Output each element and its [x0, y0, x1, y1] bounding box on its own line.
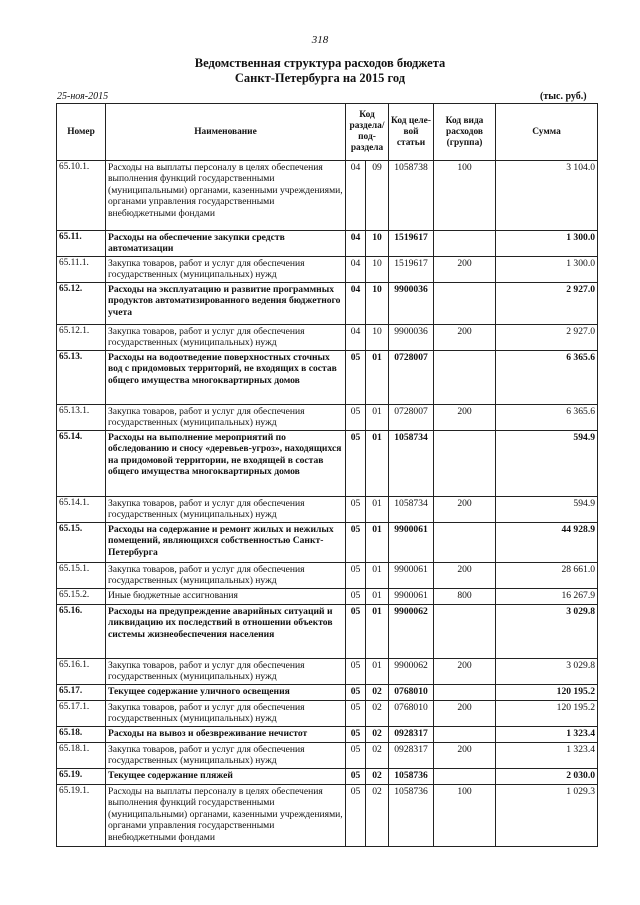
row-kind: 100 — [434, 785, 496, 847]
row-article: 0768010 — [389, 685, 434, 701]
row-article: 9900061 — [389, 589, 434, 605]
table-row — [57, 685, 598, 701]
row-subsection: 02 — [366, 743, 389, 769]
row-number: 65.19. — [57, 769, 106, 785]
row-subsection: 02 — [366, 727, 389, 743]
row-kind — [434, 351, 496, 405]
row-sum: 6 365.6 — [496, 351, 598, 405]
table-row — [57, 283, 598, 325]
row-sum: 1 323.4 — [496, 727, 598, 743]
row-kind: 200 — [434, 405, 496, 431]
row-article: 0728007 — [389, 351, 434, 405]
row-number: 65.13. — [57, 351, 106, 405]
row-number: 65.18.1. — [57, 743, 106, 769]
row-article: 0928317 — [389, 727, 434, 743]
row-section: 05 — [346, 769, 366, 785]
row-subsection: 02 — [366, 769, 389, 785]
row-name: Текущее содержание уличного освещения — [106, 685, 346, 701]
row-section: 05 — [346, 431, 366, 497]
row-number: 65.17.1. — [57, 701, 106, 727]
table-row — [57, 743, 598, 769]
table-row — [57, 785, 598, 847]
row-kind: 200 — [434, 563, 496, 589]
row-number: 65.15. — [57, 523, 106, 563]
row-kind: 200 — [434, 497, 496, 523]
row-name: Закупка товаров, работ и услуг для обеспечения государственных (муниципальных) нужд — [106, 743, 346, 769]
row-subsection: 02 — [366, 685, 389, 701]
row-kind — [434, 283, 496, 325]
table-row — [57, 351, 598, 405]
table-row — [57, 523, 598, 563]
row-number: 65.16. — [57, 605, 106, 659]
row-section: 05 — [346, 405, 366, 431]
row-number: 65.17. — [57, 685, 106, 701]
row-section: 05 — [346, 523, 366, 563]
row-section: 04 — [346, 161, 366, 231]
row-subsection: 01 — [366, 405, 389, 431]
row-name: Закупка товаров, работ и услуг для обеспечения государственных (муниципальных) нужд — [106, 659, 346, 685]
row-section: 05 — [346, 659, 366, 685]
row-number: 65.15.2. — [57, 589, 106, 605]
row-number: 65.13.1. — [57, 405, 106, 431]
budget-table — [56, 103, 598, 847]
row-article: 9900062 — [389, 659, 434, 685]
row-kind: 800 — [434, 589, 496, 605]
header-name: Наименование — [106, 104, 346, 161]
row-section: 04 — [346, 231, 366, 257]
row-article: 9900036 — [389, 325, 434, 351]
row-kind: 200 — [434, 257, 496, 283]
row-article: 1058736 — [389, 769, 434, 785]
row-name: Расходы на обеспечение закупки средств автоматизации — [106, 231, 346, 257]
row-sum: 594.9 — [496, 497, 598, 523]
header-article: Код целе-вой статьи — [389, 104, 434, 161]
header-sum: Сумма — [496, 104, 598, 161]
row-article: 9900036 — [389, 283, 434, 325]
header-number: Номер — [57, 104, 106, 161]
row-subsection: 10 — [366, 283, 389, 325]
row-name: Расходы на выплаты персоналу в целях обеспечения выполнения функций государственными (муниципальными) органами, казенными учреждениями, органами управления государственными внебюджетными фондами — [106, 785, 346, 847]
row-kind — [434, 523, 496, 563]
row-number: 65.10.1. — [57, 161, 106, 231]
table-row — [57, 563, 598, 589]
row-article: 9900061 — [389, 523, 434, 563]
row-number: 65.12.1. — [57, 325, 106, 351]
row-subsection: 10 — [366, 325, 389, 351]
table-row — [57, 701, 598, 727]
row-sum: 120 195.2 — [496, 685, 598, 701]
row-sum: 2 927.0 — [496, 283, 598, 325]
row-subsection: 10 — [366, 231, 389, 257]
row-subsection: 01 — [366, 497, 389, 523]
table-row — [57, 497, 598, 523]
row-kind — [434, 431, 496, 497]
row-sum: 594.9 — [496, 431, 598, 497]
table-row — [57, 769, 598, 785]
row-name: Закупка товаров, работ и услуг для обеспечения государственных (муниципальных) нужд — [106, 701, 346, 727]
table-header-row — [57, 104, 598, 161]
table-row — [57, 605, 598, 659]
units-label: (тыс. руб.) — [540, 91, 587, 102]
row-number: 65.15.1. — [57, 563, 106, 589]
row-number: 65.12. — [57, 283, 106, 325]
row-number: 65.11. — [57, 231, 106, 257]
title-line-1: Ведомственная структура расходов бюджета — [194, 56, 446, 70]
row-name: Расходы на выполнение мероприятий по обследованию и сносу «деревьев-угроз», находящихся на придомовой территории, не входящей в состав общего имущества многоквартирных домов — [106, 431, 346, 497]
header-section: Код раздела/ под-раздела — [346, 104, 389, 161]
document-title — [0, 56, 640, 86]
row-section: 04 — [346, 325, 366, 351]
row-sum: 2 030.0 — [496, 769, 598, 785]
row-subsection: 01 — [366, 431, 389, 497]
row-subsection: 09 — [366, 161, 389, 231]
row-name: Расходы на эксплуатацию и развитие программных продуктов автоматизированного ведения бюджетного учета — [106, 283, 346, 325]
row-kind — [434, 685, 496, 701]
row-subsection: 02 — [366, 785, 389, 847]
row-section: 05 — [346, 605, 366, 659]
row-sum: 1 029.3 — [496, 785, 598, 847]
row-section: 05 — [346, 743, 366, 769]
row-name: Расходы на вывоз и обезвреживание нечистот — [106, 727, 346, 743]
row-number: 65.11.1. — [57, 257, 106, 283]
row-name: Расходы на выплаты персоналу в целях обеспечения выполнения функций государственными (муниципальными) органами, казенными учреждениями, органами управления государственными внебюджетными фондами — [106, 161, 346, 231]
row-name: Закупка товаров, работ и услуг для обеспечения государственных (муниципальных) нужд — [106, 257, 346, 283]
row-sum: 2 927.0 — [496, 325, 598, 351]
row-kind: 200 — [434, 743, 496, 769]
row-number: 65.14.1. — [57, 497, 106, 523]
row-kind — [434, 769, 496, 785]
row-kind: 200 — [434, 701, 496, 727]
row-article: 1058734 — [389, 431, 434, 497]
row-sum: 28 661.0 — [496, 563, 598, 589]
title-line-2: Санкт-Петербурга на 2015 год — [234, 71, 406, 85]
row-sum: 16 267.9 — [496, 589, 598, 605]
row-name: Закупка товаров, работ и услуг для обеспечения государственных (муниципальных) нужд — [106, 405, 346, 431]
row-name: Расходы на водоотведение поверхностных сточных вод с придомовых территорий, не входящих в состав общего имущества многоквартирных домов — [106, 351, 346, 405]
document-date: 25-ноя-2015 — [57, 91, 109, 102]
row-section: 05 — [346, 351, 366, 405]
table-row — [57, 659, 598, 685]
row-name: Текущее содержание пляжей — [106, 769, 346, 785]
row-number: 65.19.1. — [57, 785, 106, 847]
row-kind — [434, 605, 496, 659]
header-kind: Код вида расходов (группа) — [434, 104, 496, 161]
row-subsection: 01 — [366, 605, 389, 659]
row-kind: 200 — [434, 325, 496, 351]
row-section: 05 — [346, 685, 366, 701]
row-name: Закупка товаров, работ и услуг для обеспечения государственных (муниципальных) нужд — [106, 325, 346, 351]
table-body — [57, 161, 598, 847]
row-article: 0768010 — [389, 701, 434, 727]
row-sum: 1 300.0 — [496, 231, 598, 257]
row-sum: 44 928.9 — [496, 523, 598, 563]
row-article: 1519617 — [389, 257, 434, 283]
table-row — [57, 727, 598, 743]
row-sum: 3 029.8 — [496, 659, 598, 685]
row-article: 9900062 — [389, 605, 434, 659]
row-section: 05 — [346, 563, 366, 589]
row-section: 05 — [346, 785, 366, 847]
row-sum: 1 323.4 — [496, 743, 598, 769]
row-article: 0928317 — [389, 743, 434, 769]
row-article: 1058736 — [389, 785, 434, 847]
row-kind: 200 — [434, 659, 496, 685]
table-row — [57, 405, 598, 431]
row-kind: 100 — [434, 161, 496, 231]
row-sum: 3 029.8 — [496, 605, 598, 659]
table-row — [57, 589, 598, 605]
row-subsection: 01 — [366, 523, 389, 563]
row-name: Расходы на содержание и ремонт жилых и нежилых помещений, являющихся собственностью Санкт-Петербурга — [106, 523, 346, 563]
row-subsection: 01 — [366, 589, 389, 605]
table-row — [57, 325, 598, 351]
row-kind — [434, 727, 496, 743]
row-subsection: 01 — [366, 659, 389, 685]
row-kind — [434, 231, 496, 257]
table-row — [57, 257, 598, 283]
row-subsection: 01 — [366, 563, 389, 589]
row-section: 04 — [346, 283, 366, 325]
row-number: 65.18. — [57, 727, 106, 743]
table-row — [57, 231, 598, 257]
page-number: 318 — [311, 34, 329, 46]
row-section: 04 — [346, 257, 366, 283]
row-subsection: 02 — [366, 701, 389, 727]
row-sum: 3 104.0 — [496, 161, 598, 231]
row-name: Закупка товаров, работ и услуг для обеспечения государственных (муниципальных) нужд — [106, 563, 346, 589]
row-subsection: 10 — [366, 257, 389, 283]
row-section: 05 — [346, 727, 366, 743]
row-article: 1519617 — [389, 231, 434, 257]
row-section: 05 — [346, 497, 366, 523]
table-row — [57, 431, 598, 497]
row-article: 1058734 — [389, 497, 434, 523]
row-sum: 120 195.2 — [496, 701, 598, 727]
row-section: 05 — [346, 589, 366, 605]
row-subsection: 01 — [366, 351, 389, 405]
table-row — [57, 161, 598, 231]
row-name: Расходы на предупреждение аварийных ситуаций и ликвидацию их последствий в отношении объектов системы жизнеобеспечения населения — [106, 605, 346, 659]
row-sum: 1 300.0 — [496, 257, 598, 283]
row-number: 65.16.1. — [57, 659, 106, 685]
row-name: Закупка товаров, работ и услуг для обеспечения государственных (муниципальных) нужд — [106, 497, 346, 523]
row-section: 05 — [346, 701, 366, 727]
row-article: 9900061 — [389, 563, 434, 589]
row-name: Иные бюджетные ассигнования — [106, 589, 346, 605]
row-article: 1058738 — [389, 161, 434, 231]
row-number: 65.14. — [57, 431, 106, 497]
row-article: 0728007 — [389, 405, 434, 431]
row-sum: 6 365.6 — [496, 405, 598, 431]
